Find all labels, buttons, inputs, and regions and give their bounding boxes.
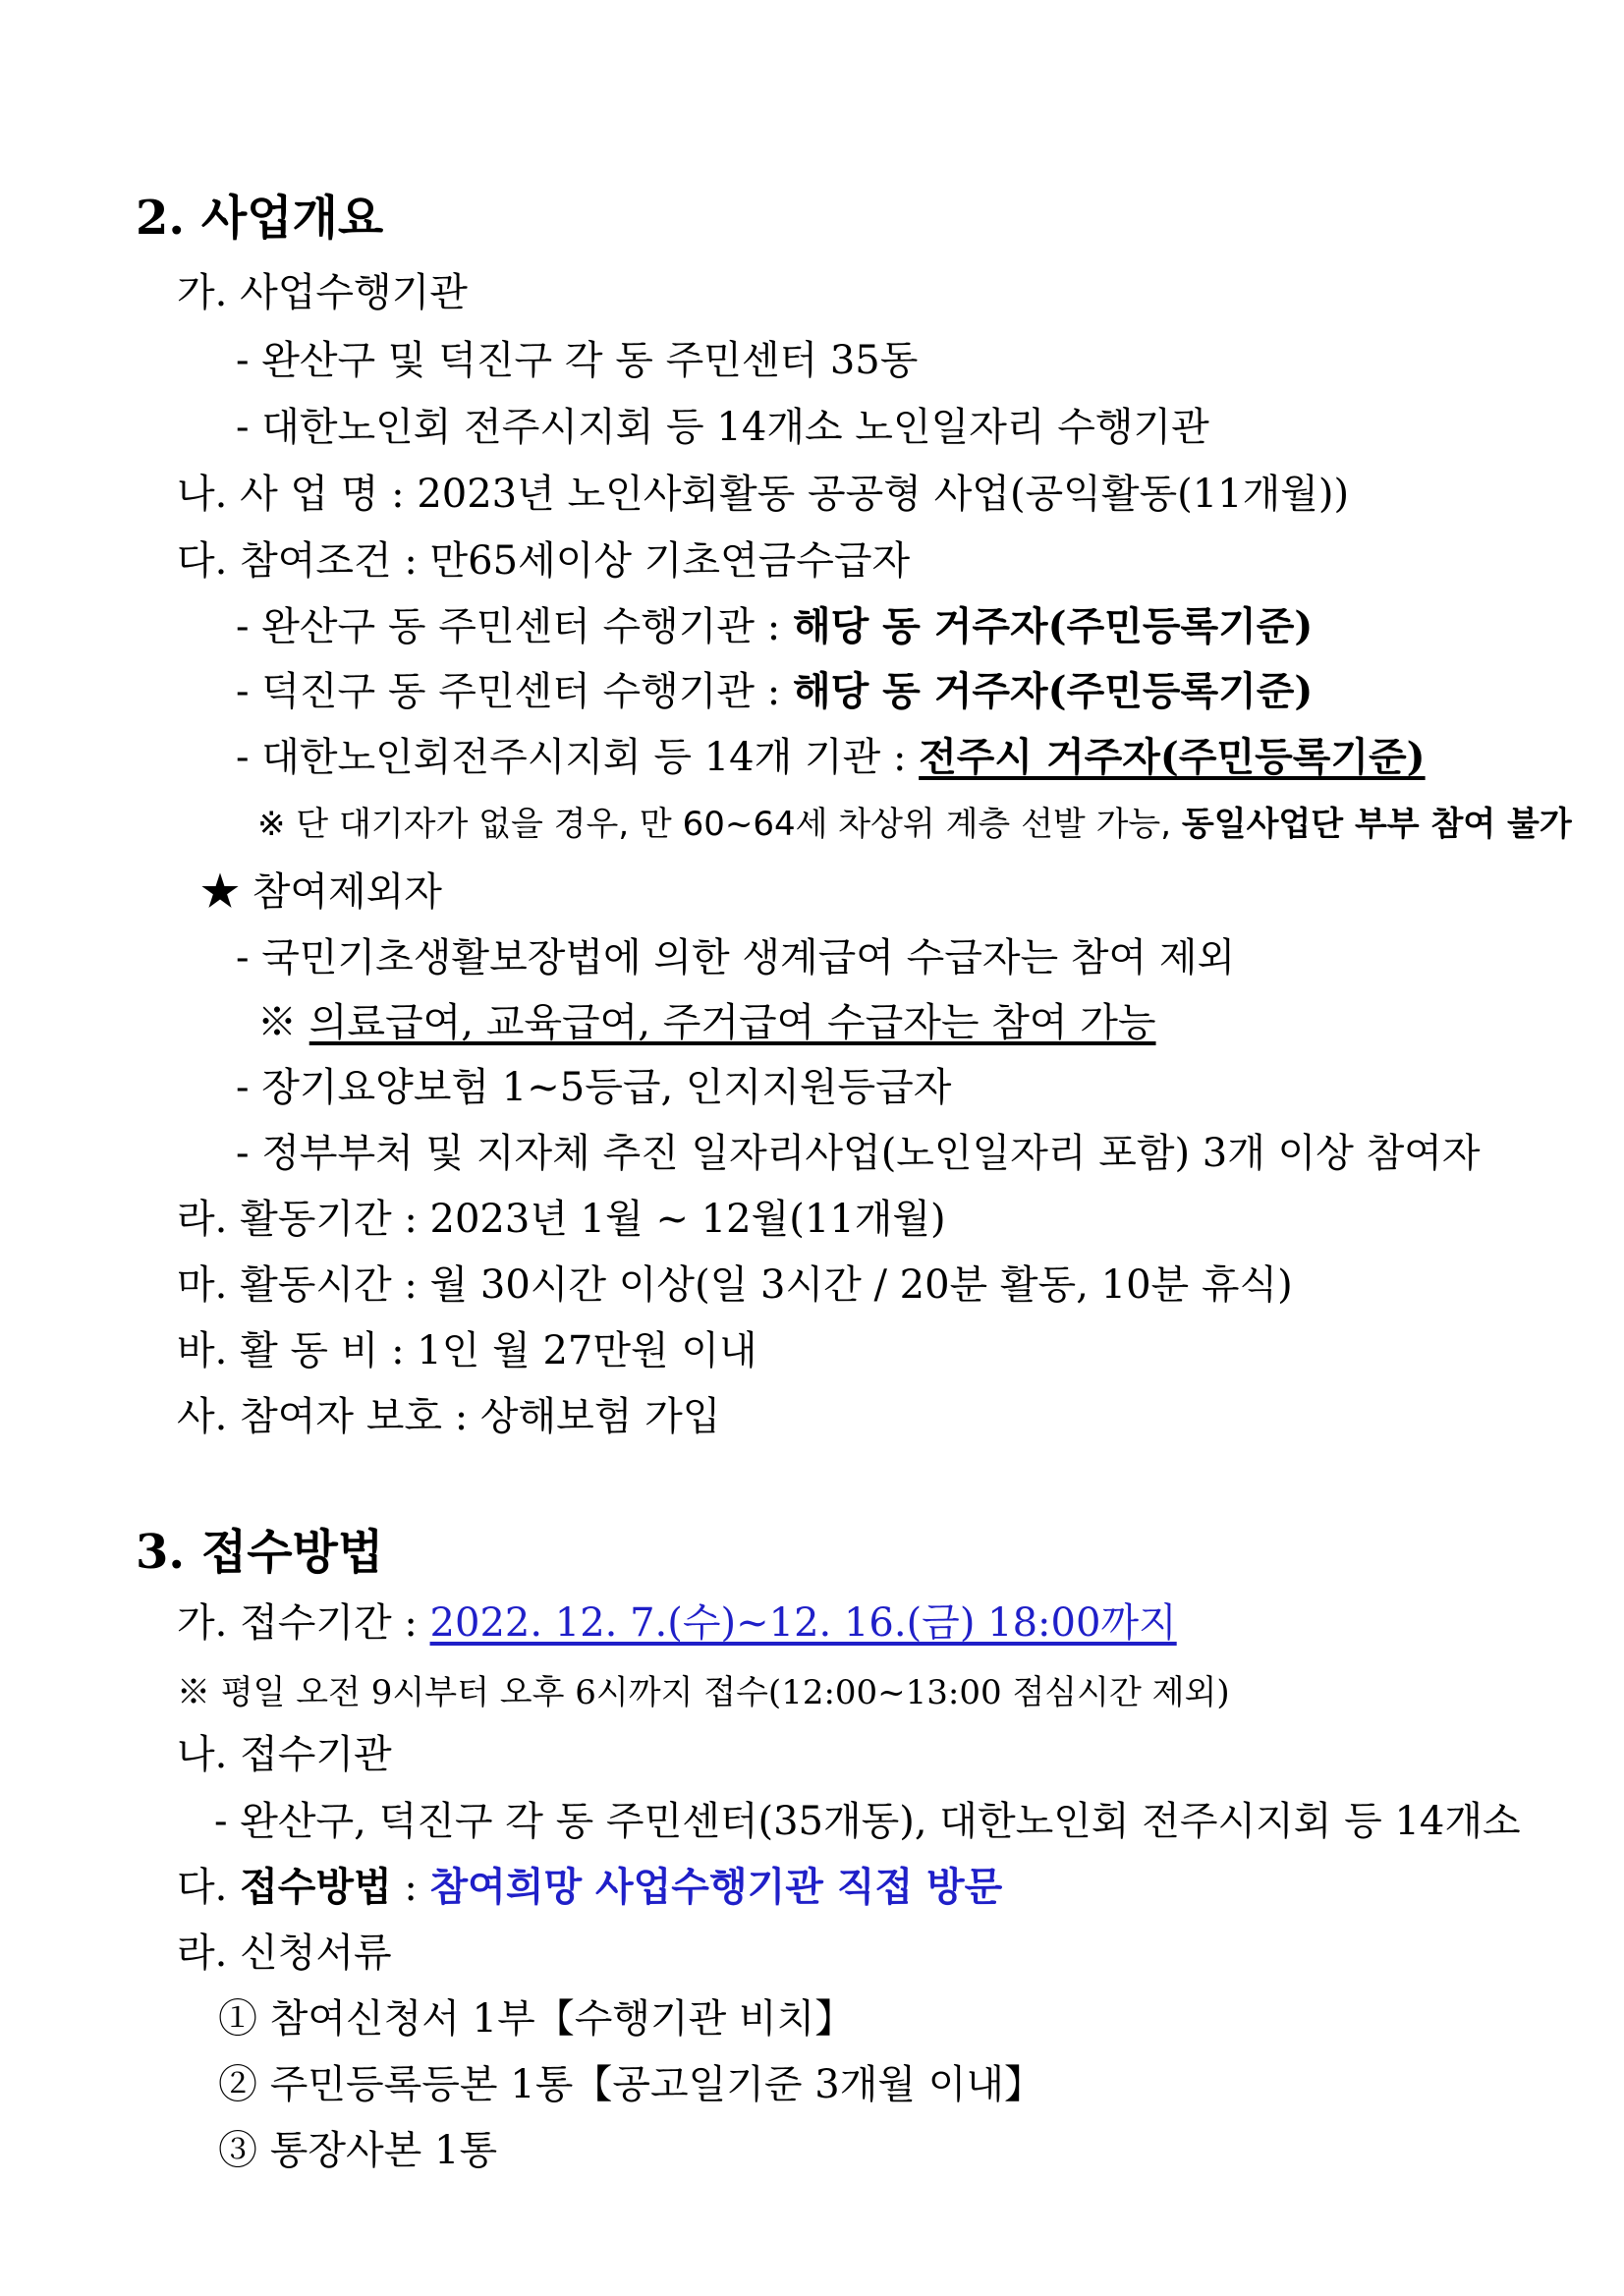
- c-item-1-value: 해당 동 거주자(주민등록기준): [792, 603, 1314, 649]
- section-2-c-item-1: [236, 603, 1314, 649]
- excluded-item-2: - 장기요양보험 1~5등급, 인지지원등급자: [236, 1065, 952, 1110]
- section-2-b-line: 나. 사 업 명 : 2023년 노인사회활동 공공형 사업(공익활동(11개월)): [177, 472, 1350, 517]
- section-2-c-line: 다. 참여조건 : 만65세이상 기초연금수급자: [177, 538, 911, 584]
- section-3-b-item: - 완산구, 덕진구 각 동 주민센터(35개동), 대한노인회 전주시지회 등 14개소: [214, 1799, 1521, 1844]
- s3-c-sep: :: [391, 1865, 430, 1910]
- reception-method: 참여희망 사업수행기관 직접 방문: [429, 1864, 1003, 1910]
- document-item-1: ① 참여신청서 1부【수행기관 비치】: [218, 1996, 855, 2042]
- excluded-note-text: 의료급여, 교육급여, 주거급여 수급자는 참여 가능: [308, 1000, 1156, 1045]
- excluded-note: [257, 1000, 1156, 1045]
- section-3-c-line: [177, 1864, 1003, 1910]
- section-3-title: 3. 접수방법: [136, 1525, 384, 1580]
- c-item-3-prefix: - 대한노인회전주시지회 등 14개 기관 :: [236, 735, 920, 780]
- section-3-a-note: ※ 평일 오전 9시부터 오후 6시까지 접수(12:00~13:00 점심시간 제외): [177, 1673, 1230, 1712]
- c-note-bold: 동일사업단 부부 참여 불가: [1181, 805, 1572, 844]
- document-item-2: ② 주민등록등본 1통【공고일기준 3개월 이내】: [218, 2062, 1043, 2107]
- section-2-c-item-3: [236, 734, 1426, 780]
- c-note-plain: ※ 단 대기자가 없을 경우, 만 60~64세 차상위 계층 선발 가능,: [257, 805, 1182, 844]
- section-2-d-line: 라. 활동기간 : 2023년 1월 ~ 12월(11개월): [177, 1197, 946, 1242]
- section-3-a-line: [177, 1600, 1177, 1646]
- s3-a-prefix: 가. 접수기간 :: [177, 1600, 430, 1646]
- section-2-title: 2. 사업개요: [136, 191, 384, 246]
- excluded-item-3: - 정부부처 및 지자체 추진 일자리사업(노인일자리 포함) 3개 이상 참여자: [236, 1131, 1481, 1176]
- section-2-c-item-2: [236, 668, 1314, 714]
- c-item-2-prefix: - 덕진구 동 주민센터 수행기관 :: [236, 669, 793, 714]
- section-2-a-item-1: - 완산구 및 덕진구 각 동 주민센터 35동: [236, 338, 919, 383]
- section-3-b-label: 나. 접수기관: [177, 1732, 392, 1777]
- section-2-f-line: 바. 활 동 비 : 1인 월 27만원 이내: [177, 1328, 757, 1373]
- excluded-item-1: - 국민기초생활보장법에 의한 생계급여 수급자는 참여 제외: [236, 935, 1236, 980]
- section-2-a-item-2: - 대한노인회 전주시지회 등 14개소 노인일자리 수행기관: [236, 405, 1209, 450]
- excluded-title: ★ 참여제외자: [200, 869, 442, 915]
- section-2-c-note: [257, 805, 1572, 844]
- c-item-3-value: 전주시 거주자(주민등록기준): [919, 734, 1426, 780]
- section-2-a-label: 가. 사업수행기관: [177, 270, 468, 315]
- section-2-e-line: 마. 활동시간 : 월 30시간 이상(일 3시간 / 20분 활동, 10분 휴식): [177, 1262, 1293, 1308]
- section-3-d-label: 라. 신청서류: [177, 1931, 392, 1976]
- c-item-2-value: 해당 동 거주자(주민등록기준): [792, 668, 1314, 714]
- excluded-note-mark: ※: [257, 1000, 309, 1045]
- section-2-g-line: 사. 참여자 보호 : 상해보험 가입: [177, 1394, 721, 1439]
- c-item-1-prefix: - 완산구 동 주민센터 수행기관 :: [236, 604, 793, 649]
- s3-c-bold: 접수방법: [240, 1864, 392, 1910]
- reception-period: 2022. 12. 7.(수)~12. 16.(금) 18:00까지: [429, 1600, 1177, 1646]
- document-item-3: ③ 통장사본 1통: [218, 2128, 498, 2173]
- s3-c-prefix: 다.: [177, 1865, 241, 1910]
